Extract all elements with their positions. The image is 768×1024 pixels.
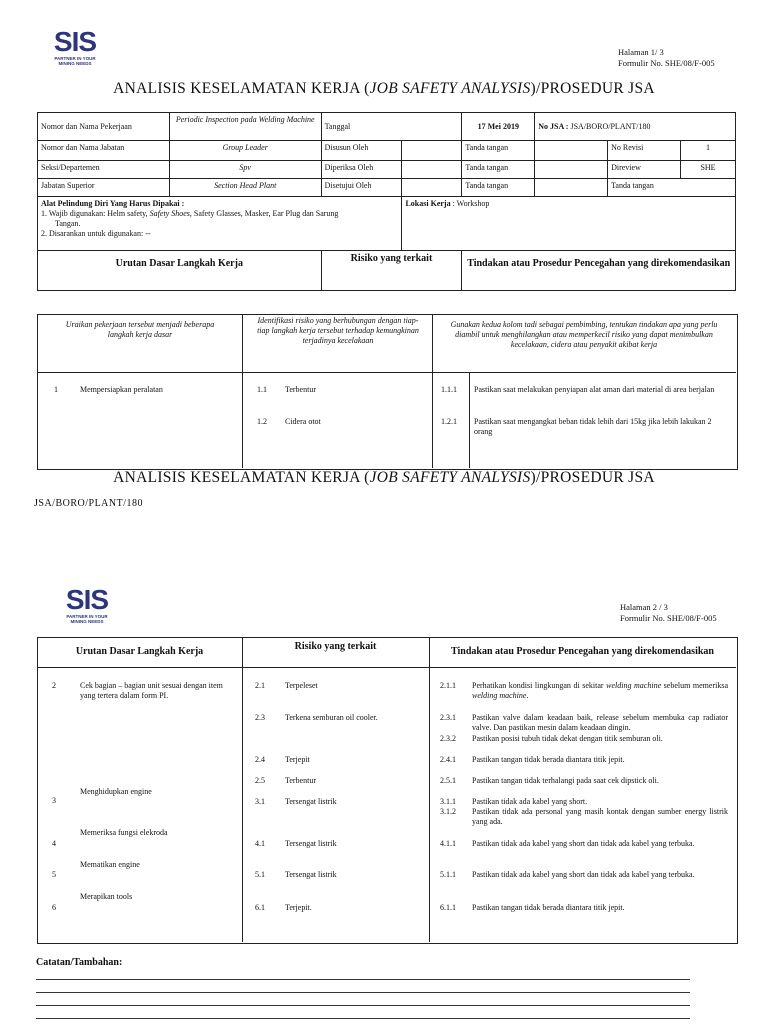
risk-3-1-no: 3.1 [255, 797, 265, 806]
action-2-4-1-no: 2.4.1 [440, 755, 456, 764]
p2-col-tindakan: Tindakan atau Prosedur Pencegahan yang direkomendasikan [451, 646, 714, 657]
action-1-1-1-text: Pastikan saat melakukan penyiapan alat aman dari material di area berjalan [474, 385, 715, 394]
action-2-3-1-text: Pastikan valve dalam keadaan baik, release sebelum membuka cap radiator valve. Dan pastikan mesin dalam keadaan dingin. [472, 713, 728, 732]
action-3-1-1-no: 3.1.1 [440, 797, 456, 806]
action-6-1-1-text: Pastikan tangan tidak berada diantara titik jepit. [472, 903, 625, 912]
action-1-2-1-no: 1.2.1 [441, 417, 457, 426]
step-2-no: 2 [52, 681, 56, 690]
action-4-1-1-text: Pastikan tidak ada kabel yang short dan tidak ada kabel yang terbuka. [472, 839, 695, 848]
action-3-1-2-no: 3.1.2 [440, 807, 456, 816]
action-5-1-1-text: Pastikan tidak ada kabel yang short dan tidak ada kabel yang terbuka. [472, 870, 695, 879]
action-2-4-1-text: Pastikan tangan tidak berada diantara titik jepit. [472, 755, 625, 764]
step-1-text: Mempersiapkan peralatan [80, 385, 163, 394]
disusun-label: Disusun Oleh [321, 141, 402, 161]
risk-1-1-no: 1.1 [257, 385, 267, 394]
direview-value: SHE [681, 161, 736, 179]
risk-5-1-text: Tersengat listrik [285, 870, 337, 879]
step-6-text: Merapikan tools [80, 892, 133, 901]
catatan-line-4 [36, 1018, 690, 1019]
action-2-1-1-text: Perhatikan kondisi lingkungan di sekitar welding machine sebelum memeriksa welding machine. [472, 681, 729, 700]
tanda-tangan-1-value [535, 141, 608, 161]
logo-page2 [56, 586, 118, 624]
action-2-1-1-no: 2.1.1 [440, 681, 456, 690]
logo [44, 28, 106, 66]
action-2-3-2-no: 2.3.2 [440, 734, 456, 743]
col-urutan-header: Urutan Dasar Langkah Kerja [38, 251, 322, 291]
action-3-1-1-text: Pastikan tidak ada kabel yang short. [472, 797, 588, 806]
apd-item-2: 2. Disarankan untuk digunakan: -- [41, 229, 151, 238]
jabatan-value: Section Head Plant [169, 179, 321, 197]
disetujui-label: Disetujui Oleh [321, 179, 402, 197]
guide-col2: Identifikasi risiko yang berhubungan dengan tiap-tiap langkah kerja tersebut terhadap kemungkinan terjadinya kecelakaan [257, 316, 419, 345]
lokasi-kerja: Lokasi Kerja : Workshop [402, 197, 736, 251]
action-6-1-1-no: 6.1.1 [440, 903, 456, 912]
step-4-no: 4 [52, 839, 56, 848]
step-3-text: Menghidupkan engine [80, 787, 152, 796]
risk-2-1-text: Terpeleset [285, 681, 318, 690]
tanggal-label: Tanggal [321, 113, 462, 141]
logo-tagline-1: PARTNER IN YOUR [54, 56, 96, 61]
risk-6-1-text: Terjepit. [285, 903, 312, 912]
action-3-1-2-text: Pastikan tidak ada personal yang masih kontak dengan sumber energy listrik yang ada. [472, 807, 728, 826]
nomor-jabatan-value: Group Leader [169, 141, 321, 161]
risk-2-5-text: Terbentur [285, 776, 316, 785]
diperiksa-value [402, 161, 462, 179]
guide-col3: Gunakan kedua kolom tadi sebagai pembimbing, tentukan tindakan apa yang perlu diambil untuk menghilangkan atau memperkecil risiko yang dapat menimbulkan kecelakaan, cidera atau penyakit akibat kerja [450, 320, 718, 349]
apd-item-1-cont: Tangan. [55, 219, 81, 228]
action-1-1-1-no: 1.1.1 [441, 385, 457, 394]
no-jsa: No JSA : JSA/BORO/PLANT/180 [535, 113, 736, 141]
logo-mark-2: SIS [65, 584, 109, 615]
disusun-value [402, 141, 462, 161]
halaman: Halaman 1/ 3 [618, 47, 664, 57]
step-5-no: 5 [52, 870, 56, 879]
seksi-value: Spv [169, 161, 321, 179]
page-title: ANALISIS KESELAMATAN KERJA (JOB SAFETY ANALYSIS)/PROSEDUR JSA [113, 80, 655, 97]
logo-tagline-1-2: PARTNER IN YOUR [66, 614, 108, 619]
step-2-text: Cek bagian – bagian unit sesuai dengan item yang tertera dalam form PI. [80, 681, 223, 700]
halaman-2: Halaman 2 / 3 [620, 602, 668, 612]
step-3-no: 3 [52, 796, 56, 805]
no-revisi-value: 1 [681, 141, 736, 161]
col-risiko-header: Risiko yang terkait [321, 251, 462, 291]
risk-1-1-text: Terbentur [285, 385, 316, 394]
risk-3-1-text: Tersengat listrik [285, 797, 337, 806]
nomor-pekerjaan-label: Nomor dan Nama Pekerjaan [38, 113, 170, 141]
risk-2-3-no: 2.3 [255, 713, 265, 722]
risk-4-1-text: Tersengat listrik [285, 839, 337, 848]
risk-2-3-text: Terkena semburan oil cooler. [285, 713, 378, 722]
action-2-3-2-text: Pastikan posisi tubuh tidak dekat dengan titik semburan oli. [472, 734, 663, 743]
action-4-1-1-no: 4.1.1 [440, 839, 456, 848]
apd-item-1: 1. Wajib digunakan: Helm safety, Safety Shoes, Safety Glasses, Masker, Ear Plug dan Sarung [41, 209, 339, 218]
guide-col1: Uraikan pekerjaan tersebut menjadi beberapa langkah kerja dasar [65, 320, 215, 339]
step-4-text: Memeriksa fungsi elekroda [80, 828, 168, 837]
formulir-no: Formulir No. SHE/08/F-005 [618, 58, 715, 68]
risk-2-4-no: 2.4 [255, 755, 265, 764]
tanda-tangan-2: Tanda tangan [462, 161, 535, 179]
risk-4-1-no: 4.1 [255, 839, 265, 848]
page2-info [620, 602, 717, 624]
jabatan-label: Jabatan Superior [38, 179, 170, 197]
tanda-tangan-3-value [535, 179, 608, 197]
formulir-no-2: Formulir No. SHE/08/F-005 [620, 613, 717, 623]
direview-label: Direview [608, 161, 681, 179]
step-1-no: 1 [54, 385, 58, 394]
logo-mark: SIS [53, 26, 97, 57]
action-2-3-1-no: 2.3.1 [440, 713, 456, 722]
tanda-tangan-4: Tanda tangan [608, 179, 736, 197]
tanda-tangan-3: Tanda tangan [462, 179, 535, 197]
catatan-label: Catatan/Tambahan: [36, 957, 123, 968]
action-2-5-1-text: Pastikan tangan tidak terhalangi pada saat cek dipstick oli. [472, 776, 659, 785]
tanda-tangan-1: Tanda tangan [462, 141, 535, 161]
p2-col-urutan: Urutan Dasar Langkah Kerja [75, 646, 204, 657]
risk-1-2-text: Cidera otot [285, 417, 321, 426]
step-6-no: 6 [52, 903, 56, 912]
disetujui-value [402, 179, 462, 197]
action-2-5-1-no: 2.5.1 [440, 776, 456, 785]
catatan-line-2 [36, 992, 690, 993]
header-table [37, 112, 736, 291]
logo-tagline-2-2: MINING NEEDS [70, 619, 104, 624]
action-5-1-1-no: 5.1.1 [440, 870, 456, 879]
page-title-repeat: ANALISIS KESELAMATAN KERJA (JOB SAFETY ANALYSIS)/PROSEDUR JSA [113, 469, 655, 486]
col-tindakan-header: Tindakan atau Prosedur Pencegahan yang direkomendasikan [462, 251, 736, 291]
tanggal-value: 17 Mei 2019 [462, 113, 535, 141]
step-5-text: Mematikan engine [80, 860, 140, 869]
risk-1-2-no: 1.2 [257, 417, 267, 426]
seksi-label: Seksi/Departemen [38, 161, 170, 179]
risk-5-1-no: 5.1 [255, 870, 265, 879]
nomor-jabatan-label: Nomor dan Nama Jabatan [38, 141, 170, 161]
apd-section [38, 197, 402, 251]
tanda-tangan-2-value [535, 161, 608, 179]
risk-6-1-no: 6.1 [255, 903, 265, 912]
doc-code: JSA/BORO/PLANT/180 [34, 498, 144, 509]
no-revisi-label: No Revisi [608, 141, 681, 161]
catatan-line-1 [36, 979, 690, 980]
risk-2-4-text: Terjepit [285, 755, 310, 764]
nomor-pekerjaan-value: Periodic Inspection pada Welding Machine [169, 113, 321, 141]
risk-2-5-no: 2.5 [255, 776, 265, 785]
catatan-line-3 [36, 1005, 690, 1006]
page-info [618, 47, 715, 69]
apd-label: Alat Pelindung Diri Yang Harus Dipakai : [41, 199, 185, 208]
p2-col-risiko: Risiko yang terkait [294, 641, 377, 652]
logo-tagline-2: MINING NEEDS [58, 61, 92, 66]
risk-2-1-no: 2.1 [255, 681, 265, 690]
action-1-2-1-text: Pastikan saat mengangkat beban tidak lebih dari 15kg jika lebih lakukan 2 orang [474, 417, 712, 436]
diperiksa-label: Diperiksa Oleh [321, 161, 402, 179]
